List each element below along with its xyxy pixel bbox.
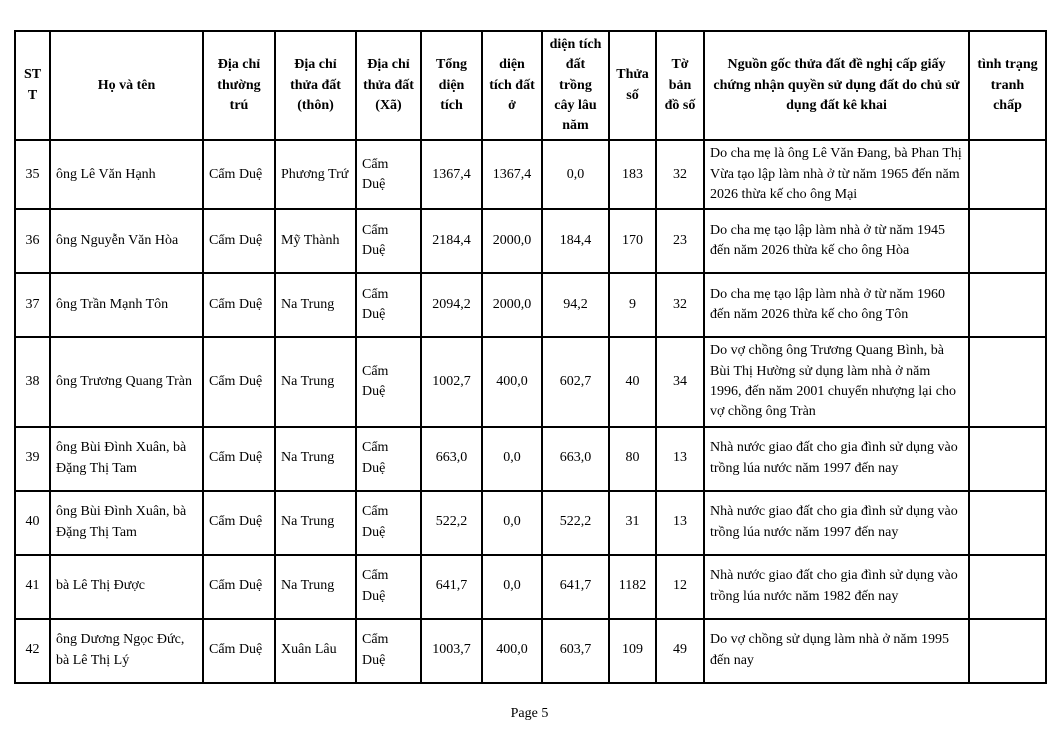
cell-stt: 36 — [15, 209, 50, 273]
cell-stt: 37 — [15, 273, 50, 337]
cell-plot_commune: Cẩm Duệ — [356, 140, 421, 209]
cell-plot_village: Na Trung — [275, 427, 356, 491]
page-number: Page 5 — [510, 706, 549, 721]
table-row — [15, 140, 1046, 209]
table-body — [15, 140, 1046, 682]
cell-plot_number: 1182 — [609, 555, 656, 619]
cell-name: ông Trần Mạnh Tôn — [50, 273, 203, 337]
cell-perennial_area: 641,7 — [542, 555, 609, 619]
table-row — [15, 555, 1046, 619]
cell-dispute — [969, 619, 1046, 683]
land-registry-table — [14, 30, 1047, 684]
cell-map_sheet: 13 — [656, 491, 704, 555]
cell-total_area: 663,0 — [421, 427, 482, 491]
cell-map_sheet: 32 — [656, 140, 704, 209]
cell-residence: Cẩm Duệ — [203, 140, 275, 209]
cell-origin: Do cha mẹ là ông Lê Văn Đang, bà Phan Thị Vừa tạo lập làm nhà ở từ năm 1965 đến năm 2026 thừa kế cho ông Mại — [704, 140, 969, 209]
cell-plot_village: Phương Trứ — [275, 140, 356, 209]
cell-plot_village: Xuân Lâu — [275, 619, 356, 683]
cell-name: ông Dương Ngọc Đức, bà Lê Thị Lý — [50, 619, 203, 683]
cell-origin: Nhà nước giao đất cho gia đình sử dụng vào trồng lúa nước năm 1982 đến nay — [704, 555, 969, 619]
cell-stt: 38 — [15, 337, 50, 426]
cell-residence: Cẩm Duệ — [203, 619, 275, 683]
cell-map_sheet: 23 — [656, 209, 704, 273]
cell-name: ông Bùi Đình Xuân, bà Đặng Thị Tam — [50, 491, 203, 555]
cell-residence: Cẩm Duệ — [203, 337, 275, 426]
cell-origin: Nhà nước giao đất cho gia đình sử dụng vào trồng lúa nước năm 1997 đến nay — [704, 427, 969, 491]
cell-stt: 41 — [15, 555, 50, 619]
table-row — [15, 427, 1046, 491]
cell-name: ông Lê Văn Hạnh — [50, 140, 203, 209]
table-row — [15, 337, 1046, 426]
cell-residence: Cẩm Duệ — [203, 491, 275, 555]
column-header-residential_area: diện tích đất ở — [482, 31, 542, 140]
cell-map_sheet: 32 — [656, 273, 704, 337]
cell-residential_area: 400,0 — [482, 337, 542, 426]
cell-dispute — [969, 140, 1046, 209]
cell-stt: 39 — [15, 427, 50, 491]
cell-plot_number: 40 — [609, 337, 656, 426]
cell-total_area: 1002,7 — [421, 337, 482, 426]
cell-name: ông Bùi Đình Xuân, bà Đặng Thị Tam — [50, 427, 203, 491]
cell-plot_village: Na Trung — [275, 273, 356, 337]
column-header-plot_village: Địa chỉ thửa đất (thôn) — [275, 31, 356, 140]
cell-dispute — [969, 273, 1046, 337]
cell-map_sheet: 12 — [656, 555, 704, 619]
column-header-dispute: tình trạng tranh chấp — [969, 31, 1046, 140]
cell-total_area: 1003,7 — [421, 619, 482, 683]
cell-total_area: 522,2 — [421, 491, 482, 555]
column-header-total_area: Tổng diện tích — [421, 31, 482, 140]
cell-perennial_area: 184,4 — [542, 209, 609, 273]
cell-plot_number: 183 — [609, 140, 656, 209]
cell-residence: Cẩm Duệ — [203, 555, 275, 619]
cell-stt: 35 — [15, 140, 50, 209]
table-row — [15, 209, 1046, 273]
cell-plot_commune: Cẩm Duệ — [356, 427, 421, 491]
cell-name: bà Lê Thị Được — [50, 555, 203, 619]
cell-dispute — [969, 209, 1046, 273]
cell-dispute — [969, 427, 1046, 491]
cell-origin: Nhà nước giao đất cho gia đình sử dụng vào trồng lúa nước năm 1997 đến nay — [704, 491, 969, 555]
column-header-stt: STT — [15, 31, 50, 140]
column-header-plot_commune: Địa chỉ thửa đất (Xã) — [356, 31, 421, 140]
cell-dispute — [969, 337, 1046, 426]
column-header-origin: Nguồn gốc thửa đất đề nghị cấp giấy chứng nhận quyền sử dụng đất do chủ sử dụng đất kê khai — [704, 31, 969, 140]
column-header-perennial_area: diện tích đất trồng cây lâu năm — [542, 31, 609, 140]
cell-plot_commune: Cẩm Duệ — [356, 209, 421, 273]
cell-perennial_area: 663,0 — [542, 427, 609, 491]
table-row — [15, 619, 1046, 683]
cell-plot_commune: Cẩm Duệ — [356, 337, 421, 426]
cell-stt: 40 — [15, 491, 50, 555]
cell-plot_number: 170 — [609, 209, 656, 273]
cell-origin: Do cha mẹ tạo lập làm nhà ở từ năm 1960 đến năm 2026 thừa kế cho ông Tôn — [704, 273, 969, 337]
cell-perennial_area: 603,7 — [542, 619, 609, 683]
cell-total_area: 1367,4 — [421, 140, 482, 209]
cell-plot_village: Mỹ Thành — [275, 209, 356, 273]
cell-total_area: 641,7 — [421, 555, 482, 619]
cell-residential_area: 400,0 — [482, 619, 542, 683]
cell-perennial_area: 94,2 — [542, 273, 609, 337]
cell-total_area: 2184,4 — [421, 209, 482, 273]
cell-name: ông Trương Quang Tràn — [50, 337, 203, 426]
cell-residential_area: 1367,4 — [482, 140, 542, 209]
cell-perennial_area: 602,7 — [542, 337, 609, 426]
cell-origin: Do cha mẹ tạo lập làm nhà ở từ năm 1945 đến năm 2026 thừa kế cho ông Hòa — [704, 209, 969, 273]
cell-origin: Do vợ chồng sử dụng làm nhà ở năm 1995 đến nay — [704, 619, 969, 683]
cell-map_sheet: 13 — [656, 427, 704, 491]
cell-residential_area: 0,0 — [482, 491, 542, 555]
header-row — [15, 31, 1046, 140]
cell-plot_number: 31 — [609, 491, 656, 555]
column-header-plot_number: Thửa số — [609, 31, 656, 140]
cell-perennial_area: 522,2 — [542, 491, 609, 555]
cell-plot_number: 109 — [609, 619, 656, 683]
cell-perennial_area: 0,0 — [542, 140, 609, 209]
cell-plot_village: Na Trung — [275, 337, 356, 426]
column-header-name: Họ và tên — [50, 31, 203, 140]
cell-residence: Cẩm Duệ — [203, 209, 275, 273]
cell-plot_number: 80 — [609, 427, 656, 491]
column-header-residence: Địa chỉ thường trú — [203, 31, 275, 140]
cell-plot_commune: Cẩm Duệ — [356, 555, 421, 619]
table-row — [15, 491, 1046, 555]
table-header — [15, 31, 1046, 140]
cell-total_area: 2094,2 — [421, 273, 482, 337]
cell-plot_number: 9 — [609, 273, 656, 337]
cell-stt: 42 — [15, 619, 50, 683]
cell-residential_area: 2000,0 — [482, 273, 542, 337]
cell-dispute — [969, 555, 1046, 619]
cell-map_sheet: 34 — [656, 337, 704, 426]
cell-plot_commune: Cẩm Duệ — [356, 491, 421, 555]
cell-residence: Cẩm Duệ — [203, 273, 275, 337]
cell-plot_commune: Cẩm Duệ — [356, 619, 421, 683]
cell-origin: Do vợ chồng ông Trương Quang Bình, bà Bùi Thị Hường sử dụng làm nhà ở năm 1996, đến năm 2001 chuyển nhượng lại cho vợ chồng ông Tràn — [704, 337, 969, 426]
column-header-map_sheet: Tờ bản đồ số — [656, 31, 704, 140]
cell-residence: Cẩm Duệ — [203, 427, 275, 491]
cell-dispute — [969, 491, 1046, 555]
cell-plot_village: Na Trung — [275, 555, 356, 619]
cell-plot_commune: Cẩm Duệ — [356, 273, 421, 337]
cell-map_sheet: 49 — [656, 619, 704, 683]
cell-residential_area: 0,0 — [482, 427, 542, 491]
cell-residential_area: 0,0 — [482, 555, 542, 619]
cell-residential_area: 2000,0 — [482, 209, 542, 273]
cell-plot_village: Na Trung — [275, 491, 356, 555]
cell-name: ông Nguyễn Văn Hòa — [50, 209, 203, 273]
table-row — [15, 273, 1046, 337]
